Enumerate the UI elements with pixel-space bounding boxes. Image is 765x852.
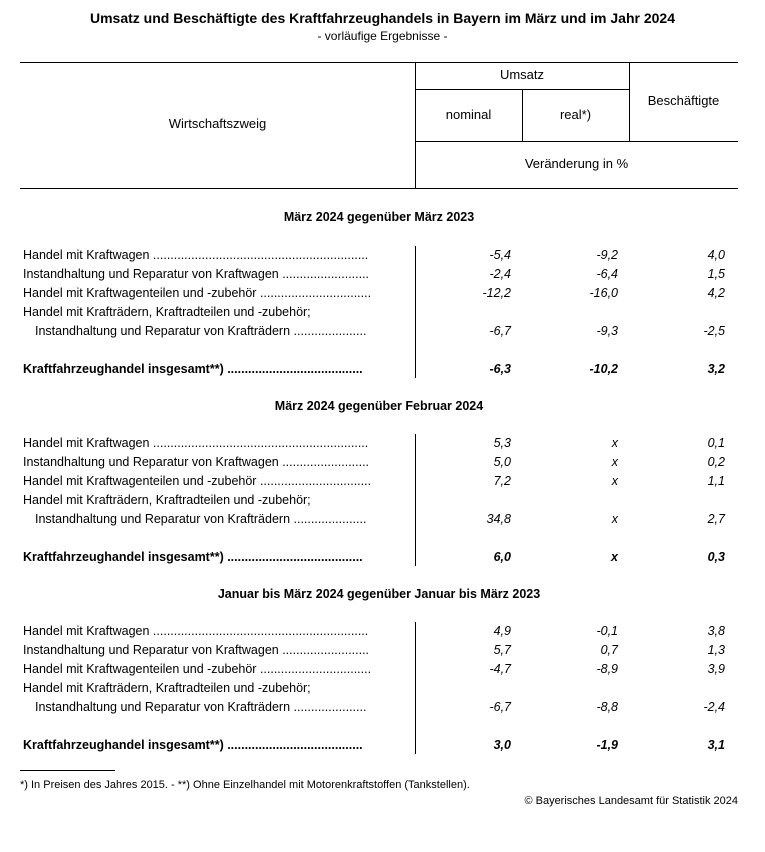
total-label: Kraftfahrzeughandel insgesamt**) .......................................	[23, 362, 363, 376]
value-nominal: 5,3	[493, 436, 511, 450]
total-nominal: 3,0	[493, 738, 511, 752]
value-real: x	[611, 455, 618, 469]
row-label: Handel mit Kraftwagenteilen und -zubehör ................................	[23, 662, 372, 676]
row-label: Instandhaltung und Reparatur von Kraftwagen .........................	[23, 643, 370, 657]
header-branch: Wirtschaftszweig	[168, 116, 267, 131]
value-employees: 2,7	[707, 512, 725, 526]
value-real: -16,0	[589, 286, 618, 300]
value-employees: 1,3	[707, 643, 725, 657]
table-row	[0, 643, 765, 661]
value-real: x	[611, 436, 618, 450]
value-employees: 4,2	[707, 286, 725, 300]
value-nominal: -6,7	[489, 324, 511, 338]
section-title: März 2024 gegenüber März 2023	[283, 210, 475, 224]
table-row	[0, 436, 765, 454]
source-note: © Bayerisches Landesamt für Statistik 2024	[524, 795, 738, 807]
value-nominal: -2,4	[489, 267, 511, 281]
row-label: Instandhaltung und Reparatur von Kraftwagen .........................	[23, 267, 370, 281]
table-row	[0, 662, 765, 680]
value-employees: 3,8	[707, 624, 725, 638]
document-subtitle: - vorläufige Ergebnisse -	[317, 29, 448, 43]
table-row	[0, 493, 765, 511]
table-row	[0, 286, 765, 304]
total-nominal: -6,3	[489, 362, 511, 376]
table-row	[0, 681, 765, 699]
section-title: Januar bis März 2024 gegenüber Januar bis März 2023	[217, 587, 541, 601]
value-employees: 3,9	[707, 662, 725, 676]
row-label: Handel mit Kraftwagen ..............................................................	[23, 248, 369, 262]
value-real: -9,2	[596, 248, 618, 262]
table-row	[0, 324, 765, 342]
row-label: Instandhaltung und Reparatur von Kraftwagen .........................	[23, 455, 370, 469]
total-row	[0, 550, 765, 568]
total-nominal: 6,0	[493, 550, 511, 564]
value-employees: 0,1	[707, 436, 725, 450]
value-employees: -2,4	[703, 700, 725, 714]
table-row	[0, 455, 765, 473]
value-nominal: 34,8	[486, 512, 511, 526]
section-title: März 2024 gegenüber Februar 2024	[274, 399, 484, 413]
table-row	[0, 305, 765, 323]
value-employees: -2,5	[703, 324, 725, 338]
value-employees: 1,1	[707, 474, 725, 488]
value-real: -6,4	[596, 267, 618, 281]
table-row	[0, 700, 765, 718]
header-change-unit: Veränderung in %	[524, 156, 629, 171]
row-label: Handel mit Krafträdern, Kraftradteilen und -zubehör;	[23, 681, 311, 695]
value-nominal: 4,9	[493, 624, 511, 638]
value-nominal: -6,7	[489, 700, 511, 714]
value-real: x	[611, 474, 618, 488]
row-label: Handel mit Krafträdern, Kraftradteilen und -zubehör;	[23, 493, 311, 507]
row-label: Handel mit Krafträdern, Kraftradteilen und -zubehör;	[23, 305, 311, 319]
header-top-rule	[20, 62, 738, 63]
value-employees: 1,5	[707, 267, 725, 281]
table-row	[0, 248, 765, 266]
row-label: Instandhaltung und Reparatur von Krafträdern .....................	[35, 700, 367, 714]
value-nominal: 7,2	[493, 474, 511, 488]
row-label: Handel mit Kraftwagenteilen und -zubehör ................................	[23, 474, 372, 488]
total-real: -1,9	[596, 738, 618, 752]
total-employees: 0,3	[707, 550, 725, 564]
value-nominal: -5,4	[489, 248, 511, 262]
total-employees: 3,1	[707, 738, 725, 752]
value-real: -8,8	[596, 700, 618, 714]
total-real: x	[611, 550, 618, 564]
total-row	[0, 738, 765, 756]
value-real: -0,1	[596, 624, 618, 638]
table-row	[0, 624, 765, 642]
header-umsatz: Umsatz	[499, 67, 545, 82]
footnote-rule	[20, 770, 115, 771]
total-employees: 3,2	[707, 362, 725, 376]
table-row	[0, 474, 765, 492]
total-label: Kraftfahrzeughandel insgesamt**) .......................................	[23, 550, 363, 564]
table-row	[0, 512, 765, 530]
value-employees: 0,2	[707, 455, 725, 469]
header-nominal: nominal	[445, 107, 492, 122]
row-label: Instandhaltung und Reparatur von Krafträdern .....................	[35, 512, 367, 526]
total-label: Kraftfahrzeughandel insgesamt**) .......................................	[23, 738, 363, 752]
header-bottom-rule	[20, 188, 738, 189]
row-label: Handel mit Kraftwagen ..............................................................	[23, 624, 369, 638]
header-umsatz-rule	[415, 89, 629, 90]
row-label: Handel mit Kraftwagenteilen und -zubehör ................................	[23, 286, 372, 300]
footnote: *) In Preisen des Jahres 2015. - **) Ohne Einzelhandel mit Motorenkraftstoffen (Tankstellen).	[20, 779, 470, 791]
document-title: Umsatz und Beschäftigte des Kraftfahrzeughandels in Bayern im März und im Jahr 2024	[89, 10, 676, 26]
value-employees: 4,0	[707, 248, 725, 262]
table-row	[0, 267, 765, 285]
header-real: real*)	[559, 107, 592, 122]
total-row	[0, 362, 765, 380]
value-nominal: 5,7	[493, 643, 511, 657]
value-nominal: -12,2	[482, 286, 511, 300]
value-real: -9,3	[596, 324, 618, 338]
total-real: -10,2	[589, 362, 618, 376]
value-real: 0,7	[600, 643, 618, 657]
value-real: -8,9	[596, 662, 618, 676]
row-label: Instandhaltung und Reparatur von Krafträdern .....................	[35, 324, 367, 338]
header-employees: Beschäftigte	[647, 93, 720, 108]
row-label: Handel mit Kraftwagen ..............................................................	[23, 436, 369, 450]
value-real: x	[611, 512, 618, 526]
value-nominal: -4,7	[489, 662, 511, 676]
header-change-rule	[415, 141, 738, 142]
value-nominal: 5,0	[493, 455, 511, 469]
